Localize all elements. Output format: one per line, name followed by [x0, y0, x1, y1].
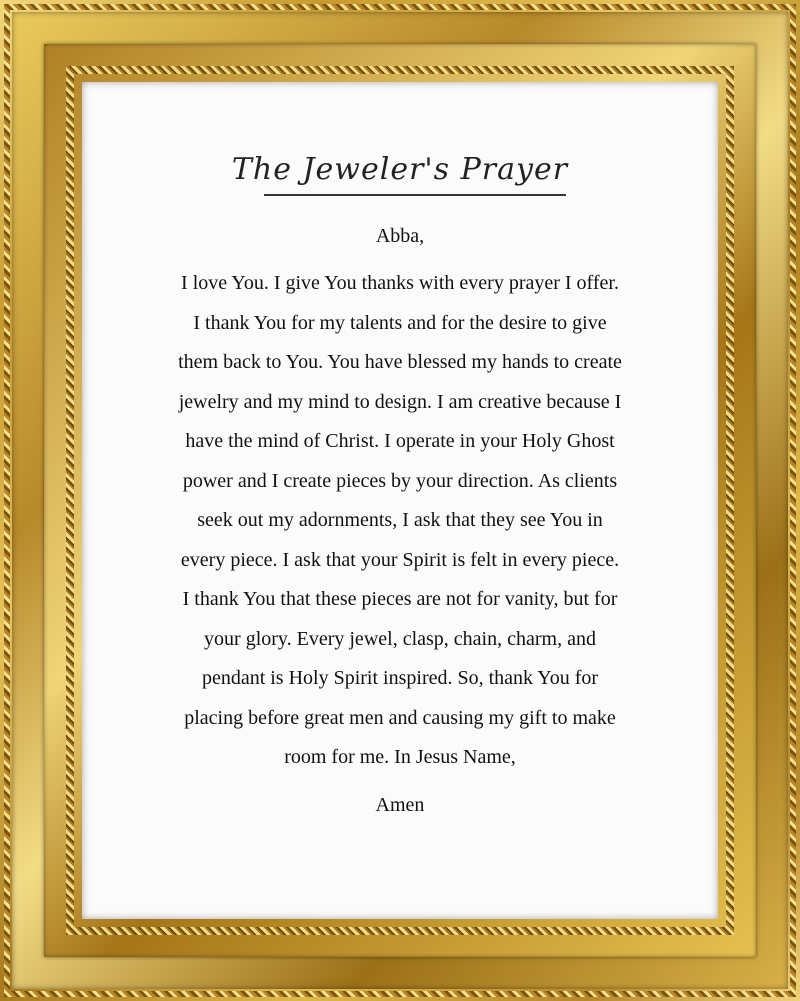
salutation: Abba,: [375, 225, 425, 247]
body-line: pendant is Holy Spirit inspired. So, thank You for: [201, 667, 599, 689]
prayer-body: [132, 264, 668, 778]
body-line: have the mind of Christ. I operate in your Holy Ghost: [185, 430, 615, 452]
body-line: your glory. Every jewel, clasp, chain, charm, and: [204, 627, 596, 650]
closing-amen: Amen: [375, 794, 425, 816]
body-line: placing before great men and causing my gift to make: [184, 706, 616, 729]
body-line: jewelry and my mind to design. I am creative because I: [178, 390, 622, 413]
body-line: room for me. In Jesus Name,: [284, 746, 516, 768]
title-underline: [264, 194, 566, 196]
body-line: I thank You for my talents and for the desire to give: [193, 311, 607, 334]
body-line: I thank You that these pieces are not for vanity, but for: [182, 588, 618, 610]
body-line: seek out my adornments, I ask that they see You in: [197, 509, 603, 531]
body-line: power and I create pieces by your direction. As clients: [182, 469, 618, 492]
body-line: them back to You. You have blessed my hands to create: [178, 351, 622, 373]
prayer-paper: [82, 82, 718, 919]
body-line: I love You. I give You thanks with every prayer I offer.: [181, 272, 619, 294]
prayer-title: The Jeweler's Prayer: [231, 152, 569, 187]
body-line: every piece. I ask that your Spirit is felt in every piece.: [180, 548, 620, 571]
